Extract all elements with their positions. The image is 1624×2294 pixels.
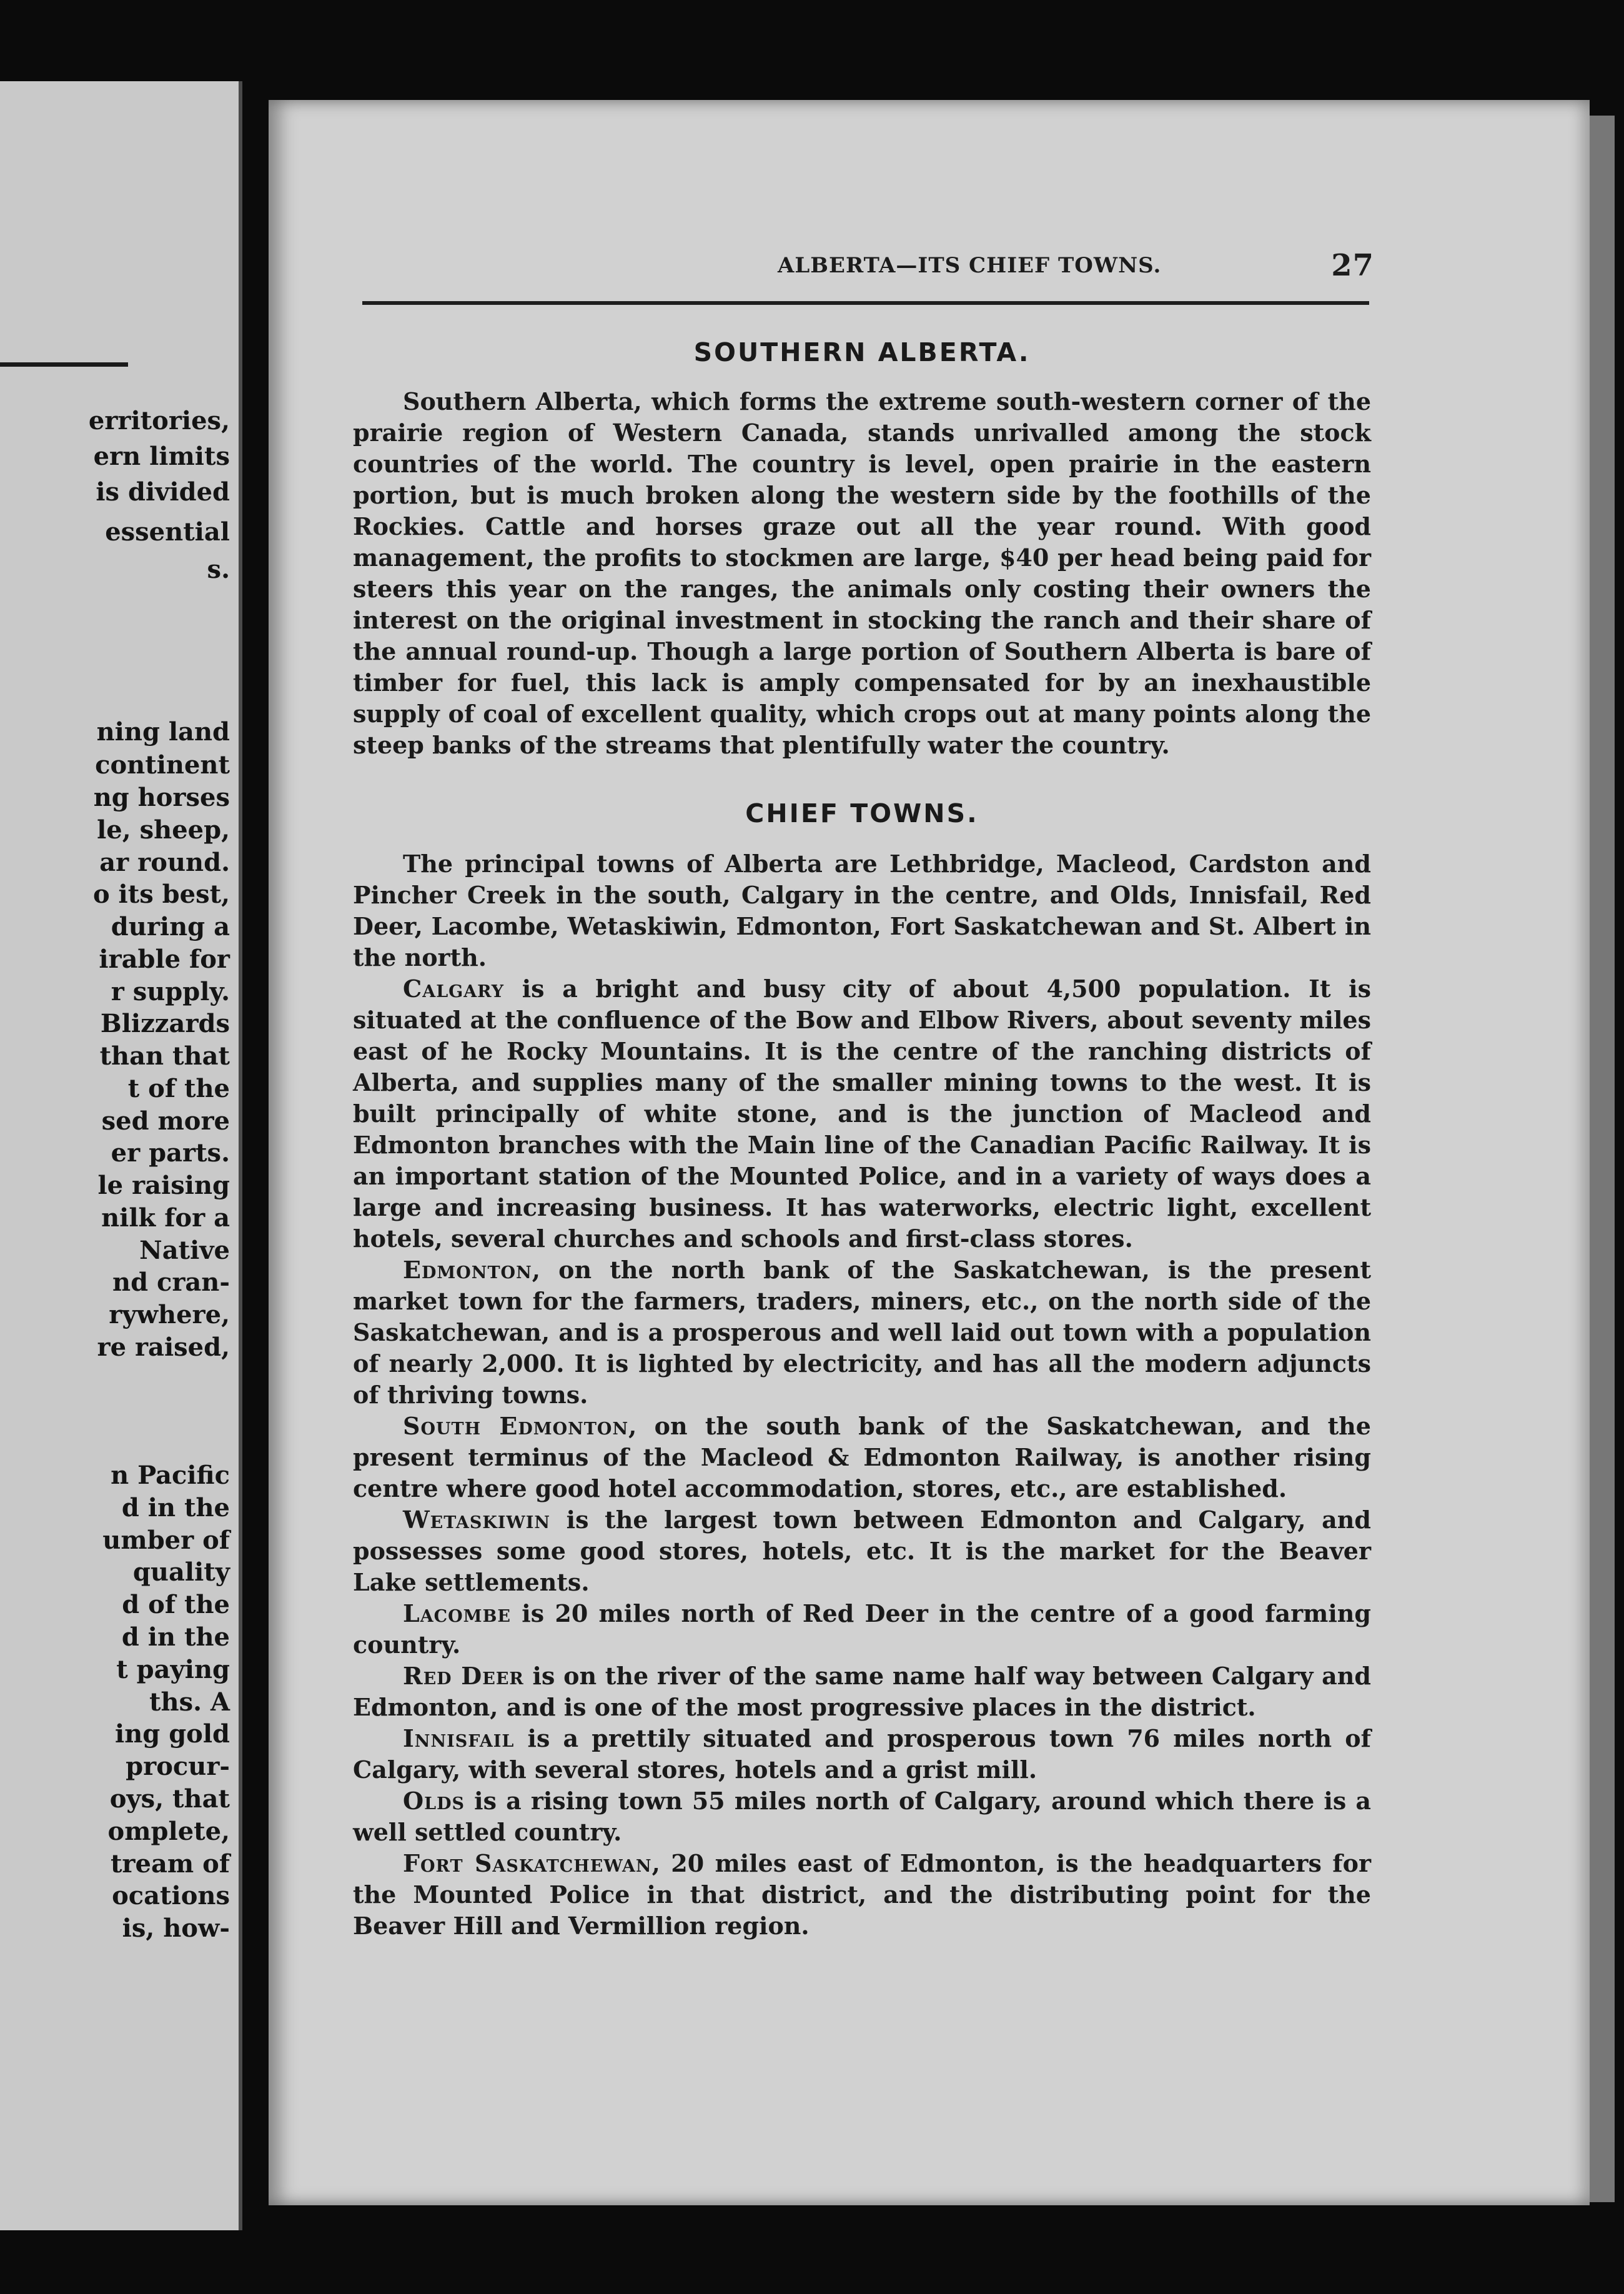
left-page-fragment: umber of [102, 1526, 230, 1555]
left-page-fragment: ng horses [93, 783, 230, 812]
left-page-fragment: during a [111, 912, 230, 941]
left-page-fragment: continent [95, 750, 230, 780]
left-page-fragment: ar round. [99, 848, 230, 877]
left-page-fragment: ocations [112, 1881, 230, 1910]
running-title: ALBERTA—ITS CHIEF TOWNS. [778, 253, 1162, 278]
paragraph-text: The principal towns of Alberta are Lethbridge, Macleod, Cardston and Pincher Creek in the south, Calgary in the centre, and Olds, Innisfail, Red Deer, Lacombe, Wetaskiwin, Edmonton, Fort Saskatchewan and St. Albert in the north. [353, 850, 1371, 971]
left-facing-page [0, 81, 242, 2230]
left-page-fragment: ing gold [115, 1719, 230, 1749]
left-page-fragment: than that [99, 1041, 230, 1071]
paragraph-red-deer [353, 1661, 1371, 1723]
left-page-fragment: d of the [122, 1590, 230, 1619]
left-page-fragment: t paying [116, 1655, 230, 1684]
paragraph-text: , 20 miles east of Edmonton, is the headquarters for the Mounted Police in that district, and the distributing point for the Beaver Hill and Vermillion region. [353, 1849, 1371, 1940]
paragraph-text: is on the river of the same name half way between Calgary and Edmonton, and is one of the most progressive places in the district. [353, 1662, 1371, 1721]
left-page-fragment: o its best, [92, 880, 230, 909]
paragraph-text: is the largest town between Edmonton and Calgary, and possesses some good stores, hotels, etc. It is the market for the Beaver Lake settlements. [353, 1506, 1371, 1596]
paragraph-text: is 20 miles north of Red Deer in the centre of a good farming country. [353, 1599, 1371, 1659]
section-title: SOUTHERN ALBERTA. [693, 337, 1031, 367]
left-page-fragment: re raised, [97, 1333, 230, 1362]
section-title: CHIEF TOWNS. [745, 798, 979, 828]
left-page-fragment: t of the [127, 1074, 230, 1103]
left-page-fragment: oys, that [109, 1784, 230, 1814]
town-name: Calgary [403, 975, 505, 1003]
paragraph-text: is a bright and busy city of about 4,500 population. It is situated at the confluence of the Bow and Elbow Rivers, about seventy miles east of he Rocky Mountains. It is the centre of the ranching districts of Alberta, and supplies many of the smaller mining towns to the west. It is built principally of white stone, and is the junction of Macleod and Edmonton branches with the Main line of the Canadian Pacific Railway. It is an important station of the Mounted Police, and in a variety of ways does a large and increasing business. It has waterworks, electric light, excellent hotels, several churches and schools and first-class stores. [353, 975, 1371, 1253]
paragraph-calgary [353, 973, 1371, 1254]
book-page [269, 100, 1590, 2205]
left-page-fragment: Native [139, 1236, 230, 1265]
town-name: South Edmonton [403, 1412, 629, 1440]
left-page-fragment: n Pacific [111, 1461, 230, 1490]
paragraph [353, 848, 1371, 973]
left-page-fragment: ern limits [93, 442, 230, 471]
town-name: Lacombe [403, 1599, 511, 1627]
header-rule [362, 301, 1369, 305]
left-page-fragment: is, how- [122, 1914, 230, 1943]
left-page-fragment: d in the [121, 1622, 230, 1652]
left-page-fragment: is divided [96, 477, 230, 507]
page-body [353, 337, 1371, 1942]
left-page-fragment: erritories, [88, 406, 230, 435]
left-page-fragment: le, sheep, [97, 815, 230, 845]
section-southern-alberta [353, 337, 1371, 761]
paragraph-fort-saskatchewan [353, 1848, 1371, 1942]
paragraph-text: Southern Alberta, which forms the extreme south-western corner of the prairie region of Western Canada, stands unrivalled among the stock countries of the world. The country is level, open prairie in the eastern portion, but is much broken along the western side by the foothills of the Rockies. Cattle and horses graze out all the year round. With good management, the profits to stockmen are large, $40 per head being paid for steers this year on the ranges, the animals only costing their owners the interest on the original investment in stocking the ranch and their share of the annual round-up. Though a large portion of Southern Alberta is bare of timber for fuel, this lack is amply compensated for by an inexhaustible supply of coal of excellent quality, which crops out at many points along the steep banks of the streams that plentifully water the country. [353, 387, 1371, 759]
left-page-fragment: nd cran- [112, 1268, 230, 1297]
page-number: 27 [1331, 248, 1374, 283]
paragraph-innisfail [353, 1723, 1371, 1785]
town-name: Innisfail [403, 1724, 515, 1752]
left-page-fragment: essential [105, 517, 230, 547]
left-page-fragment: sed more [101, 1106, 230, 1136]
paragraph-text: is a prettily situated and prosperous town 76 miles north of Calgary, with several stores, hotels and a grist mill. [353, 1724, 1371, 1784]
paragraph-text: , on the south bank of the Saskatchewan, and the present terminus of the Macleod & Edmonton Railway, is another rising centre where good hotel accommodation, stores, etc., are established. [353, 1412, 1371, 1502]
left-page-fragment: tream of [110, 1849, 230, 1879]
paragraph-wetaskiwin [353, 1504, 1371, 1598]
left-page-fragment: rywhere, [109, 1300, 230, 1329]
left-page-fragment: ning land [96, 717, 230, 747]
paragraph-olds [353, 1785, 1371, 1848]
town-name: Fort Saskatchewan [403, 1849, 652, 1877]
page-edge [1590, 116, 1615, 2202]
paragraph-edmonton [353, 1254, 1371, 1411]
left-page-fragment: er parts. [111, 1138, 230, 1168]
left-page-fragment: quality [132, 1557, 230, 1587]
left-page-fragment: ths. A [149, 1687, 230, 1717]
left-page-fragment: le raising [97, 1171, 230, 1200]
left-page-fragment: s. [207, 555, 230, 584]
town-name: Red Deer [403, 1662, 524, 1690]
paragraph-text: , on the north bank of the Saskatchewan, is the present market town for the farmers, traders, miners, etc., on the north side of the Saskatchewan, and is a prosperous and well laid out town with a population of nearly 2,000. It is lighted by electricity, and has all the modern adjuncts of thriving towns. [353, 1256, 1371, 1409]
paragraph-south-edmonton [353, 1411, 1371, 1504]
left-page-fragment: r supply. [111, 977, 230, 1006]
left-page-rule [0, 362, 128, 367]
town-name: Wetaskiwin [403, 1506, 551, 1534]
section-chief-towns [353, 798, 1371, 1942]
paragraph [353, 386, 1371, 761]
town-name: Olds [403, 1787, 465, 1815]
left-page-fragment: Blizzards [100, 1009, 230, 1038]
left-page-fragment: irable for [99, 945, 230, 974]
paragraph-lacombe [353, 1598, 1371, 1661]
town-name: Edmonton [403, 1256, 532, 1284]
left-page-fragment: omplete, [107, 1817, 230, 1846]
paragraph-text: is a rising town 55 miles north of Calgary, around which there is a well settled country. [353, 1787, 1371, 1846]
left-page-fragment: d in the [121, 1493, 230, 1522]
page-header [362, 248, 1374, 290]
left-page-fragment: nilk for a [101, 1203, 230, 1233]
left-page-fragment: procur- [126, 1752, 230, 1781]
